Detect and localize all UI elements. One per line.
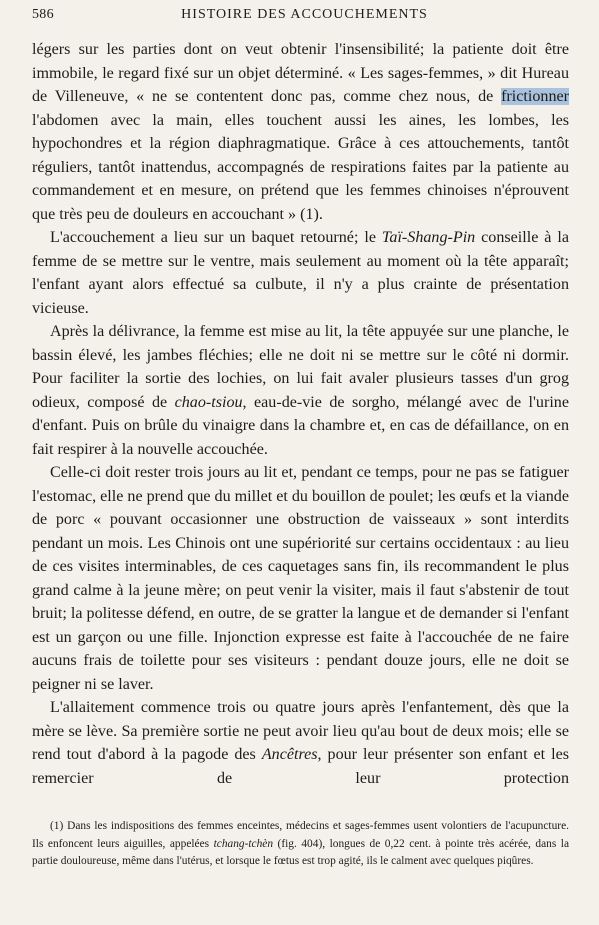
paragraph-2: L'accouchement a lieu sur un baquet retourné; le Taï-Shang-Pin conseille à la femme de se mettre sur le ventre, mais seulement au moment où la tête apparaît; l'enfant ayant alors effectué sa culbute, il n'y a plus crainte de présentation vicieuse. [32, 229, 569, 317]
highlighted-word[interactable]: frictionner [501, 88, 569, 105]
italic-term: Taï-Shang-Pin [381, 229, 476, 246]
page-header [32, 7, 577, 27]
paragraph-3: Après la délivrance, la femme est mise au lit, la tête appuyée sur une planche, le bassin élevé, les jambes fléchies; elle ne doit ni se mettre sur le côté ni dormir. Pour faciliter la sortie des lochies, on lui fait avaler plusieurs tasses d'un grog odieux, composé de chao-tsiou, eau-de-vie de sorgho, mélangé avec de l'urine d'enfant. Puis on brûle du vinaigre dans la chambre et, en cas de défaillance, on en fait respirer à la nouvelle accouchée. [32, 323, 569, 458]
italic-term: Ancêtres [261, 746, 318, 763]
page-number: 586 [32, 7, 54, 22]
paragraph-5: L'allaitement commence trois ou quatre jours après l'enfantement, dès que la mère se lève. Sa première sortie ne peut avoir lieu qu'au bout de deux mois; elle se rend tout d'abord à la pagode des Ancêtres, pour leur présenter son enfant et les remercier de leur protection [32, 699, 570, 787]
body-text [32, 38, 569, 790]
italic-term: chao-tsiou [174, 393, 243, 411]
paragraph-4: Celle-ci doit rester trois jours au lit et, pendant ce temps, pour ne pas se fatiguer l'estomac, elle ne prend que du millet et du bouillon de poulet; les œufs et la viande de porc « pouvant occasionner une obstruction de vaisseaux » sont interdits pendant un mois. Les Chinois ont une supériorité sur certains occidentaux : au lieu de ces visites interminables, de ces caquetages sans fin, ils recommandent le plus grand calme à la jeune mère; on peut venir la visiter, mais il faut s'abstenir de tout bruit; la politesse défend, en outre, de se gratter la langue et de demander si l'enfant est un garçon ou une fille. Injonction expresse est faite à l'accouchée de ne faire aucuns frais de toilette pour ses visiteurs : pendant douze jours, elle ne doit se peigner ni se laver. [32, 464, 569, 693]
running-title: HISTOIRE DES ACCOUCHEMENTS [181, 7, 428, 22]
paragraph-1: légers sur les parties dont on veut obtenir l'insensibilité; la patiente doit être immobile, le regard fixé sur un objet déterminé. « Les sages-femmes, » dit Hureau de Villeneuve, « ne se contentent donc pas, comme chez nous, de frictionner l'abdomen avec la main, elles touchent aussi les aines, les lombes, les hypochondres et la région diaphragmatique. Grâce à ces attouchements, tantôt réguliers, tantôt inattendus, accompagnés de respirations faites par la patiente au commandement et en mesure, on prétend que les femmes chinoises n'éprouvent que très peu de douleurs en accouchant » (1). [32, 41, 569, 223]
italic-term: tchang-tchèn [213, 837, 274, 850]
footnote: (1) Dans les indispositions des femmes enceintes, médecins et sages-femmes usent volontiers de l'acupuncture. Ils enfoncent leurs aiguilles, appelées tchang-tchèn (fig. 404), longues de 0,22 cent. à pointe très acérée, dans la partie douloureuse, même dans l'utérus, et lorsque le fœtus est trop agité, ils le calment avec quelques piqûres. [32, 820, 569, 867]
